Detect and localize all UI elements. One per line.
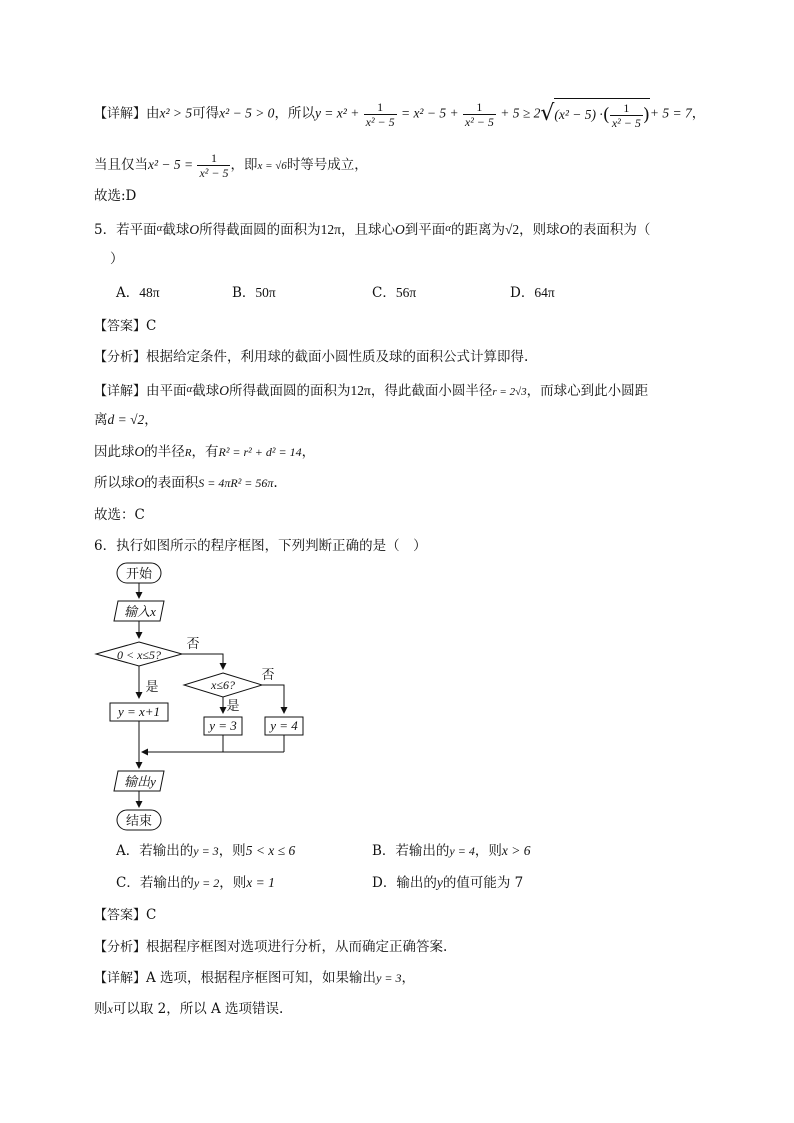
q5-answer: 【答案】C bbox=[94, 318, 157, 334]
q6-option-c: C．若输出的y = 2，则x = 1 bbox=[116, 875, 275, 891]
q6-option-a: A．若输出的y = 3，则5 < x ≤ 6 bbox=[116, 843, 296, 859]
q5-detail-line-1: 【详解】由平面$^\alpha$截球O所得截面圆的面积为12π，得此截面小圆半径r = 2√3，而球心到此小圆距 bbox=[94, 383, 649, 399]
q6-option-b: B．若输出的y = 4，则x > 6 bbox=[372, 843, 531, 859]
q6-stem: 6．执行如图所示的程序框图，下列判断正确的是（ ） bbox=[94, 538, 427, 554]
sqrt-body: (x² − 5) ·( $\frac{1}{\text{x² − 5}}$ ) bbox=[554, 98, 649, 130]
q5-option-b: B．50π bbox=[232, 285, 276, 301]
q5-option-a: A．48π bbox=[116, 285, 160, 301]
cond2-label: x≤6? bbox=[211, 678, 235, 692]
q5-detail-line-3: 因此球O的半径R，有R² = r² + d² = 14， bbox=[94, 444, 316, 460]
q6-analysis: 【分析】根据程序框图对选项进行分析，从而确定正确答案. bbox=[94, 939, 448, 955]
start-label: 开始 bbox=[125, 566, 153, 581]
box3-label: y = 4 bbox=[270, 718, 298, 733]
yes1-label: 是 bbox=[145, 679, 159, 694]
end-label: 结束 bbox=[125, 813, 153, 828]
detail-line-2: 当且仅当x² − 5 = $\frac{1}{\text{x² − 5}}$ ，即x = √6时等号成立， bbox=[94, 151, 368, 180]
no1-label: 否 bbox=[186, 636, 200, 651]
fraction: $\frac{1}{\text{x² − 5}}$ bbox=[365, 99, 395, 129]
q6-option-d: D．输出的y的值可能为 7 bbox=[372, 875, 524, 891]
detail-line-1: 【详解】由x² > 5可得x² − 5 > 0，所以y = x² + $\frac{1}{\text{x² − 5}}$ = x² − 5 + $\frac{1}{\text{x² − 5}}$ + 5 ≥ 2√(x² − 5) ·( $\frac{1}{\text{x² − 5}}$ )+ 5 = 7， bbox=[94, 99, 706, 130]
q5-stem-close: ） bbox=[110, 251, 124, 267]
q6-detail-line-1: 【详解】A 选项，根据程序框图可知，如果输出y = 3， bbox=[94, 970, 415, 986]
output-label: 输出y bbox=[124, 774, 156, 789]
no2-label: 否 bbox=[261, 667, 275, 682]
sqrt-sign: √ bbox=[540, 101, 555, 126]
cond1-label: 0 < x≤5? bbox=[116, 648, 162, 662]
q5-detail-line-4: 所以球O的表面积S = 4πR² = 56π. bbox=[94, 475, 278, 491]
q5-detail-line-2: 离d = √2， bbox=[94, 412, 158, 428]
box2-label: y = 3 bbox=[209, 718, 237, 733]
q6-answer: 【答案】C bbox=[94, 907, 157, 923]
q5-option-d: D．64π bbox=[510, 285, 555, 301]
q5-option-c: C．56π bbox=[372, 285, 417, 301]
choose-line: 故选:D bbox=[94, 188, 137, 204]
yes2-label: 是 bbox=[226, 698, 240, 713]
box1-label: y = x+1 bbox=[117, 704, 161, 719]
q6-detail-line-2: 则x可以取 2，所以 A 选项错误. bbox=[94, 1001, 284, 1017]
fraction: $\frac{1}{\text{x² − 5}}$ bbox=[199, 151, 229, 180]
q5-analysis: 【分析】根据给定条件，利用球的截面小圆性质及球的面积公式计算即得. bbox=[94, 349, 529, 365]
detail-tag: 【详解】 bbox=[94, 106, 147, 122]
flowchart bbox=[90, 558, 320, 833]
input-label: 输入x bbox=[124, 604, 156, 619]
q5-stem: 5．若平面$^\alpha$截球O所得截面圆的面积为12π，且球心O到平面$^\alpha$的距离为√2，则球O的表面积为（ bbox=[94, 222, 651, 238]
q5-choose: 故选：C bbox=[94, 507, 145, 523]
fraction: $\frac{1}{\text{x² − 5}}$ bbox=[464, 99, 494, 129]
